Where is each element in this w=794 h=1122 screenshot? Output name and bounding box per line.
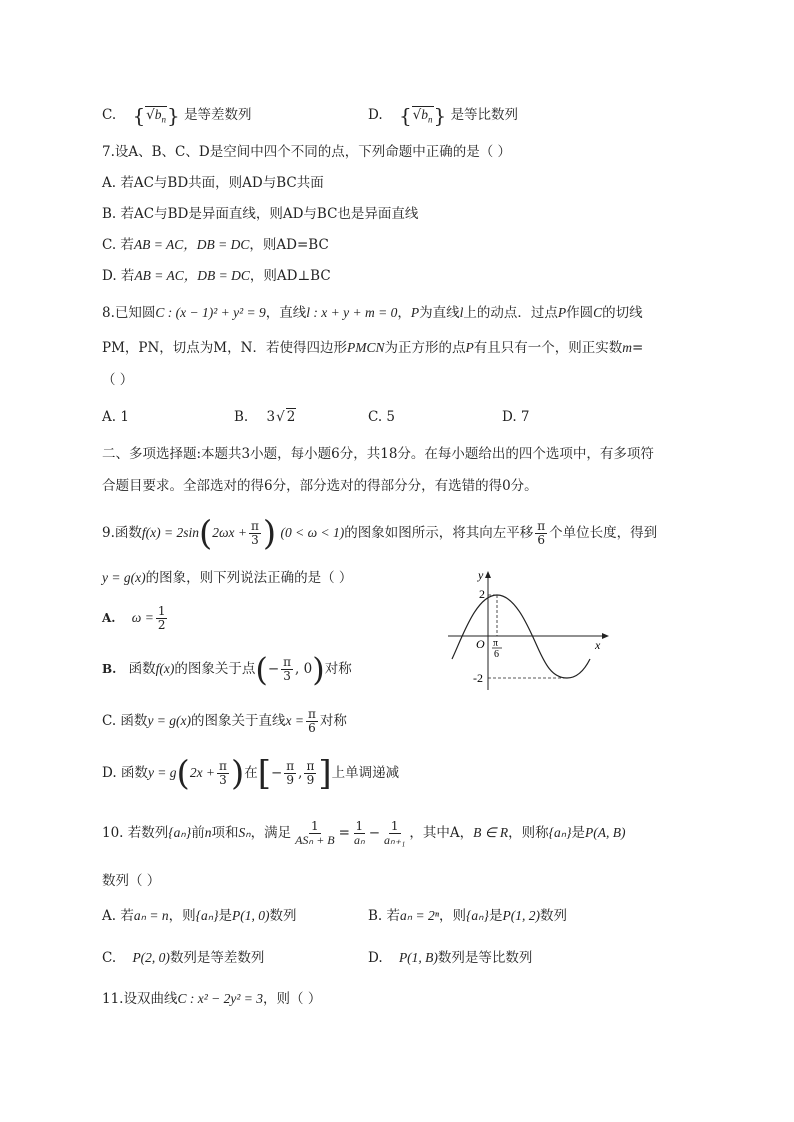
tick-pi-label: π (493, 638, 499, 649)
sine-graph-figure (440, 566, 615, 696)
fraction-1-over-ASn-plus-B: $\frac{1}{\text{ASₙ + B}}$ (295, 819, 335, 847)
q9-option-d: D. 函数y = g(2x + $\frac{\pi}{3}$ )在[− $\frac{\pi}{9}$ , $\frac{\pi}{9}$ ]上单调递减 (102, 753, 400, 794)
q10-option-a: A. 若aₙ = n，则{aₙ}是P(1, 0)数列 (102, 908, 297, 924)
q9-stem-line1: 9.函数f(x) = 2sin(2ωx + $\frac{\pi}{3}$ ) (0 < ω < 1)的图象如图所示，将其向左平移 $\frac{\pi}{6}$ 个单位长度，得到 (102, 513, 658, 554)
q8-option-a: A. 1 (102, 409, 129, 425)
q7-option-d: D. 若AB = AC，DB = DC，则AD⊥BC (102, 268, 331, 284)
q10-stem-line1: 10. 若数列{aₙ}前n项和Sₙ，满足 $\frac{1}{\text{ASₙ + B}}$ = $\frac{1}{\text{aₙ}}$ − $\frac{1}{\text{aₙ₊₁}}$ ，其中A，B ∈ R，则称{aₙ}是P(A, B) (102, 819, 626, 847)
q8-option-b: B. 3√ 2 (234, 409, 296, 425)
q8-stem-line2: PM，PN，切点为M，N．若使得四边形PMCN为正方形的点P有且只有一个，则正实数m= (102, 340, 644, 356)
fraction-1-over-an-plus-1: $\frac{1}{\text{aₙ₊₁}}$ (384, 819, 406, 847)
q9-stem-line2: y = g(x)的图象，则下列说法正确的是（ ） (102, 570, 353, 586)
q7-option-c: C. 若AB = AC，DB = DC，则AD=BC (102, 237, 329, 253)
sqrt-bn-sequence: $\{√b_n\}$ (132, 103, 180, 128)
section2-heading-line2: 合题目要求。全部选对的得6分，部分选对的得部分分，有选错的得0分。 (102, 478, 538, 494)
pi-over-3: $\frac{\pi}{3}$ (251, 519, 259, 547)
q8-option-c: C. 5 (368, 409, 396, 425)
q7-stem: 7.设A、B、C、D是空间中四个不同的点，下列命题中正确的是（ ） (102, 144, 511, 160)
sqrt-bn-sequence: $\{√b_n\}$ (398, 103, 447, 128)
q7-option-a: A. 若AC与BD共面，则AD与BC共面 (102, 175, 324, 191)
q9-option-b: B. 函数f(x)的图象关于点(− $\frac{\pi}{3}$ , 0)对称 (102, 650, 352, 689)
pi-over-3: $\frac{\pi}{3}$ (283, 655, 292, 683)
fraction-1-over-an: $\frac{1}{\text{aₙ}}$ (353, 819, 365, 847)
q8-stem-line1: 8.已知圆C : (x − 1)² + y² = 9，直线l : x + y + m = 0，P为直线l上的动点．过点P作圆C的切线 (102, 305, 643, 321)
pi-over-9: $\frac{\pi}{9}$ (286, 759, 295, 787)
pi-over-9: $\frac{\pi}{9}$ (306, 759, 315, 787)
q9-option-c: C. 函数y = g(x)的图象关于直线x = $\frac{\pi}{6}$ 对称 (102, 707, 347, 735)
tick-six-label: 6 (494, 649, 499, 660)
q11-stem: 11.设双曲线C : x² − 2y² = 3，则（ ） (102, 991, 322, 1007)
q7-option-b: B. 若AC与BD是异面直线，则AD与BC也是异面直线 (102, 206, 419, 222)
min-value-label: -2 (473, 671, 483, 685)
pi-over-3: $\frac{\pi}{3}$ (219, 759, 227, 787)
max-value-label: 2 (479, 587, 485, 601)
q10-option-c: C. P(2, 0)数列是等差数列 (102, 950, 265, 966)
pi-over-6: $\frac{\pi}{6}$ (537, 519, 546, 547)
q8-stem-line3: （ ） (102, 372, 134, 388)
q6-option-d: D. $\{√b_n\}$ 是等比数列 (368, 103, 519, 128)
pi-over-6: $\frac{\pi}{6}$ (308, 707, 316, 735)
q8-option-d: D. 7 (502, 409, 530, 425)
origin-label: O (476, 637, 485, 651)
q10-option-b: B. 若aₙ = 2ⁿ，则{aₙ}是P(1, 2)数列 (368, 908, 567, 924)
section2-heading-line1: 二、多项选择题:本题共3小题，每小题6分，共18分。在每小题给出的四个选项中，有多项符 (102, 446, 654, 462)
x-axis-label: x (595, 638, 601, 652)
q6-option-c: C. $\{√b_n\}$ 是等差数列 (102, 103, 252, 128)
y-axis-label: y (478, 568, 484, 582)
q10-stem-line2: 数列（ ） (102, 873, 161, 889)
one-half: $\frac{1}{2}$ (157, 604, 166, 632)
y-axis-arrow-icon (485, 571, 491, 578)
x-axis-arrow-icon (602, 633, 609, 639)
q9-option-a: A. ω = $\frac{1}{2}$ (102, 604, 166, 632)
q10-option-d: D. P(1, B)数列是等比数列 (368, 950, 533, 966)
